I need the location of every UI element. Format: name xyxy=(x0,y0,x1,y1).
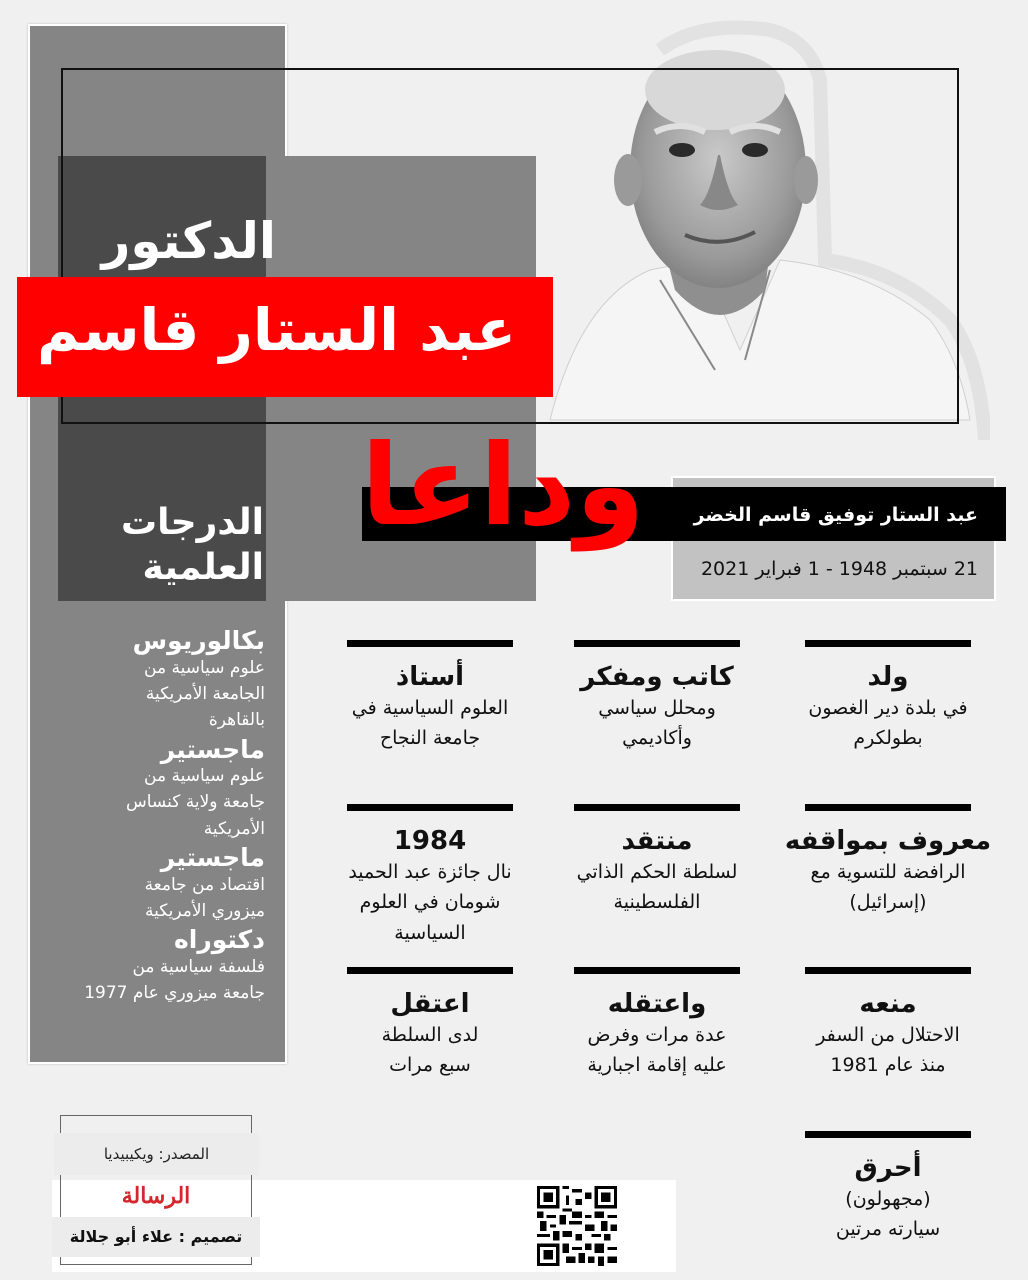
degrees-list xyxy=(40,625,265,1006)
fact-desc: (مجهولون) xyxy=(845,1187,931,1210)
page-title: عبد الستار قاسم xyxy=(37,296,516,364)
fact-desc: عليه إقامة اجبارية xyxy=(587,1054,727,1077)
degree-desc: علوم سياسية من xyxy=(144,657,265,678)
fact-title: واعتقله xyxy=(607,989,707,1019)
fact-desc: وأكاديمي xyxy=(622,727,692,750)
fact-item xyxy=(547,967,767,1081)
title-prefix: الدكتور xyxy=(101,212,276,270)
degree-title: بكالوريوس xyxy=(132,626,265,655)
fact-title: منعه xyxy=(859,989,917,1019)
fact-desc: جامعة النجاح xyxy=(379,727,481,750)
degree-title: ماجستير xyxy=(160,843,265,873)
divider xyxy=(805,967,971,974)
full-name: عبد الستار توفيق قاسم الخضر xyxy=(693,504,978,526)
degree-desc: بالقاهرة xyxy=(208,710,265,731)
degree-desc: جامعة ميزوري عام 1977 xyxy=(84,983,265,1004)
fact-desc: الاحتلال من السفر xyxy=(816,1023,960,1046)
source-label: المصدر: ويكيبيديا xyxy=(54,1133,259,1175)
degree-desc: فلسفة سياسية من xyxy=(132,956,265,977)
degree-desc: جامعة ولاية كنساس xyxy=(126,792,265,813)
degree-title: ماجستير xyxy=(160,734,265,764)
fact-desc: شومان في العلوم xyxy=(359,891,501,914)
fact-desc: السياسية xyxy=(394,921,466,944)
fact-item xyxy=(320,640,540,754)
degree-desc: علوم سياسية من xyxy=(144,766,265,787)
fact-desc: ومحلل سياسي xyxy=(598,696,716,719)
divider xyxy=(347,967,513,974)
degrees-heading-line2: العلمية xyxy=(142,547,264,588)
fact-item xyxy=(547,804,767,918)
degree-title: دكتوراه xyxy=(174,925,265,955)
fact-title: أستاذ xyxy=(395,662,465,692)
divider xyxy=(805,640,971,647)
divider xyxy=(805,1131,971,1138)
fact-item xyxy=(547,640,767,754)
fact-title: ولد xyxy=(867,662,909,692)
fact-title: أحرق xyxy=(854,1153,922,1183)
fact-desc: الرافضة للتسوية مع xyxy=(810,860,966,883)
divider xyxy=(574,804,740,811)
degree-item xyxy=(40,627,265,734)
qr-code-icon[interactable] xyxy=(537,1186,617,1266)
fact-desc: الفلسطينية xyxy=(613,891,701,914)
fact-title: منتقد xyxy=(621,826,693,856)
fact-desc: بطولكرم xyxy=(853,727,923,750)
fact-desc: العلوم السياسية في xyxy=(351,696,509,719)
fact-desc: منذ عام 1981 xyxy=(830,1054,946,1077)
divider xyxy=(805,804,971,811)
fact-item xyxy=(778,1131,998,1245)
degree-item xyxy=(40,844,265,924)
fact-title: كاتب ومفكر xyxy=(580,662,734,692)
degree-desc: اقتصاد من جامعة xyxy=(144,874,265,895)
degree-desc: الجامعة الأمريكية xyxy=(145,683,265,704)
fact-desc: نال جائزة عبد الحميد xyxy=(348,860,512,883)
degree-item xyxy=(40,736,265,843)
fact-desc: سيارته مرتين xyxy=(835,1218,941,1241)
publisher-logo: الرسالة xyxy=(121,1183,191,1209)
fact-item xyxy=(778,804,998,918)
fact-item xyxy=(320,804,540,948)
degree-desc: الأمريكية xyxy=(203,818,265,839)
fact-title: اعتقل xyxy=(390,989,470,1019)
designer-credit: تصميم : علاء أبو جلالة xyxy=(52,1217,260,1257)
fact-desc: لدى السلطة xyxy=(381,1023,479,1046)
divider xyxy=(347,640,513,647)
fact-desc: (إسرائيل) xyxy=(849,891,927,914)
divider xyxy=(574,640,740,647)
degrees-heading-line1: الدرجات xyxy=(120,502,264,543)
divider xyxy=(347,804,513,811)
fact-title: معروف بمواقفه xyxy=(784,826,992,856)
farewell-heading: وداعا xyxy=(360,421,646,551)
fact-item xyxy=(320,967,540,1081)
life-dates: 21 سبتمبر 1948 - 1 فبراير 2021 xyxy=(700,558,978,580)
degrees-heading xyxy=(121,500,264,590)
fact-item xyxy=(778,967,998,1081)
degree-desc: ميزوري الأمريكية xyxy=(144,900,265,921)
fact-title: 1984 xyxy=(393,826,467,856)
divider xyxy=(574,967,740,974)
degree-item xyxy=(40,926,265,1006)
fact-desc: لسلطة الحكم الذاتي xyxy=(576,860,738,883)
fact-desc: عدة مرات وفرض xyxy=(587,1023,727,1046)
fact-desc: سبع مرات xyxy=(389,1054,471,1077)
fact-item xyxy=(778,640,998,754)
fact-desc: في بلدة دير الغصون xyxy=(808,696,968,719)
